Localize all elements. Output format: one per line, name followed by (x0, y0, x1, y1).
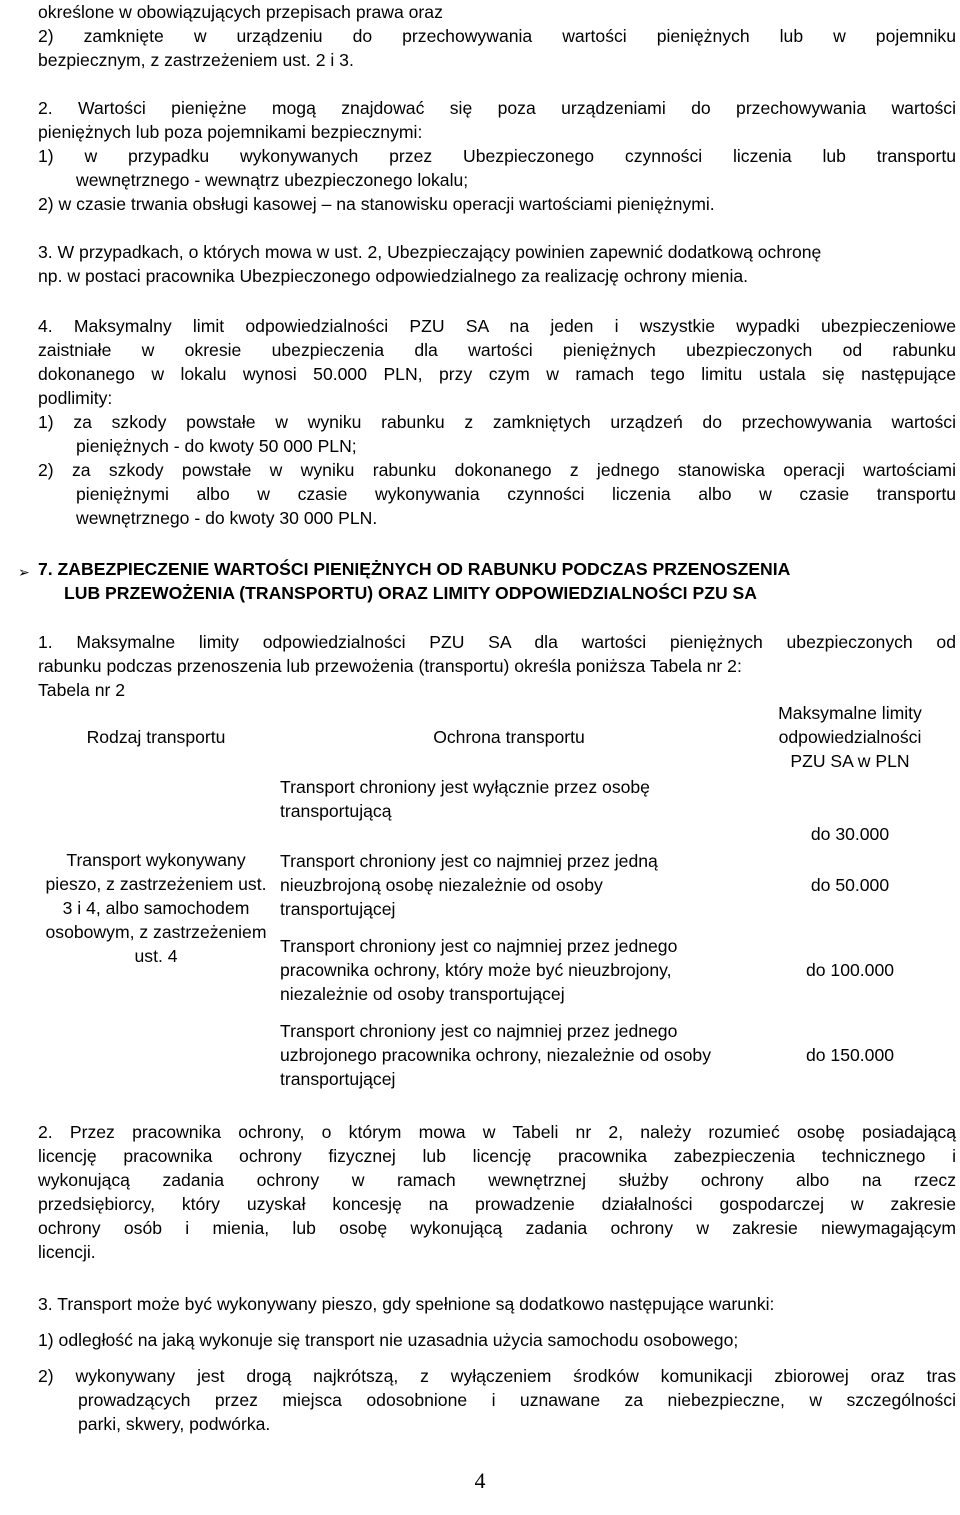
page-number: 4 (474, 1468, 486, 1493)
text-line-content: ochrony osób i mienia, lub osobę wykonującą zadania ochrony w zakresie niewymagającym (38, 1218, 956, 1238)
text-line-content: np. w postaci pracownika Ubezpieczonego odpowiedzialnego za realizację ochrony mienia. (38, 266, 749, 286)
section-7-paragraph-2 (38, 1120, 956, 1264)
text-line (38, 1388, 956, 1412)
text-line (38, 0, 956, 24)
text-line (38, 458, 956, 482)
text-line (38, 630, 956, 654)
paragraph-3 (38, 240, 956, 288)
text-line-content: określone w obowiązujących przepisach prawa oraz (38, 2, 443, 22)
limit-cell: do 50.000 (810, 875, 890, 895)
header-transport-type: Rodzaj transportu (86, 727, 226, 747)
text-line (38, 1240, 956, 1264)
text-line (38, 1216, 956, 1240)
protection-cell: Transport chroniony jest co najmniej przez jedną nieuzbrojoną osobę niezależnie od osoby transportującej (280, 851, 658, 919)
text-line (38, 120, 956, 144)
text-line-content: zaistniałe w okresie ubezpieczenia dla wartości pieniężnych ubezpieczonych od rabunku (38, 340, 956, 360)
text-line-content: 2) zamknięte w urządzeniu do przechowywania wartości pieniężnych lub w pojemniku (38, 26, 956, 46)
text-line-content: Tabela nr 2 (38, 680, 126, 700)
limit-cell: do 30.000 (810, 824, 890, 844)
text-line (38, 506, 956, 530)
text-line-content: wewnętrznego - do kwoty 30 000 PLN. (76, 508, 378, 528)
text-line-content: licencję pracownika ochrony fizycznej lub licencję pracownika zabezpieczenia technicznego i (38, 1146, 956, 1166)
table-caption (38, 678, 956, 702)
text-line (38, 1168, 956, 1192)
section-heading: LUB PRZEWOŻENIA (TRANSPORTU) ORAZ LIMITY ODPOWIEDZIALNOŚCI PZU SA (64, 583, 757, 603)
text-line-content: 2. Przez pracownika ochrony, o którym mowa w Tabeli nr 2, należy rozumieć osobę posiadającą (38, 1122, 956, 1142)
text-line-content: 1) odległość na jaką wykonuje się transport nie uzasadnia użycia samochodu osobowego; (38, 1330, 739, 1350)
section-7-paragraph-3 (38, 1292, 956, 1316)
text-line-content: 2) w czasie trwania obsługi kasowej – na stanowisku operacji wartościami pieniężnymi. (38, 194, 715, 214)
protection-cell: Transport chroniony jest co najmniej przez jednego pracownika ochrony, który może być nieuzbrojony, niezależnie od osoby transportującej (280, 936, 678, 1004)
text-line-content: 4. Maksymalny limit odpowiedzialności PZU SA na jeden i wszystkie wypadki ubezpieczeniowe (38, 316, 956, 336)
table-row (38, 774, 956, 848)
text-line-content: parki, skwery, podwórka. (78, 1414, 271, 1434)
text-line-content: przedsiębiorcy, który uzyskał koncesję na prowadzenie działalności gospodarczej w zakresie (38, 1194, 956, 1214)
condition-2 (38, 1364, 956, 1436)
text-line-content: 1. Maksymalne limity odpowiedzialności PZU SA dla wartości pieniężnych ubezpieczonych od (38, 632, 956, 652)
text-line-content: bezpiecznym, z zastrzeżeniem ust. 2 i 3. (38, 50, 354, 70)
text-line (38, 1144, 956, 1168)
header-protection: Ochrona transportu (433, 727, 585, 747)
limit-cell: do 100.000 (805, 960, 895, 980)
intro-text (38, 0, 956, 72)
text-line-content: wykonującą zadania ochrony w ramach wewnętrznej służby ochrony albo na rzecz (38, 1170, 956, 1190)
limit-cell: do 150.000 (805, 1045, 895, 1065)
text-line (38, 654, 956, 678)
section-heading: 7. ZABEZPIECZENIE WARTOŚCI PIENIĘŻNYCH OD RABUNKU PODCZAS PRZENOSZENIA (38, 559, 791, 579)
limits-table (38, 700, 956, 1092)
text-line-content: pieniężnymi albo w czasie wykonywania czynności liczenia albo w czasie transportu (76, 484, 956, 504)
text-line (38, 1328, 956, 1352)
text-line (38, 24, 956, 48)
text-line (38, 240, 956, 264)
text-line (38, 144, 956, 168)
paragraph-2 (38, 96, 956, 216)
text-line (38, 410, 956, 434)
table-row (38, 848, 956, 922)
text-line-content: 2. Wartości pieniężne mogą znajdować się poza urządzeniami do przechowywania wartości (38, 98, 956, 118)
text-line (38, 264, 956, 288)
text-line-content: podlimity: (38, 388, 113, 408)
bullet-icon: ➢ (18, 564, 30, 580)
text-line-content: pieniężnych lub poza pojemnikami bezpiecznymi: (38, 122, 423, 142)
section-7-paragraph-1 (38, 630, 956, 702)
text-line (38, 314, 956, 338)
protection-cell: Transport chroniony jest co najmniej przez jednego uzbrojonego pracownika ochrony, niezależnie od osoby transportującej (280, 1021, 711, 1089)
text-line (38, 192, 956, 216)
text-line (38, 362, 956, 386)
text-line-content: licencji. (38, 1242, 96, 1262)
text-line (38, 434, 956, 458)
text-line (38, 168, 956, 192)
text-line (38, 96, 956, 120)
text-line-content: wewnętrznego - wewnątrz ubezpieczonego lokalu; (76, 170, 469, 190)
header-limit: Maksymalne limity odpowiedzialności PZU SA w PLN (778, 703, 922, 771)
text-line (38, 1292, 956, 1316)
text-line-content: 3. Transport może być wykonywany pieszo, gdy spełnione są dodatkowo następujące warunki: (38, 1294, 775, 1314)
text-line (38, 338, 956, 362)
text-line-content: prowadzących przez miejsca odosobnione i uznawane za niebezpieczne, w szczególności (78, 1390, 956, 1410)
text-line-content: pieniężnych - do kwoty 50 000 PLN; (76, 436, 357, 456)
text-line-content: 1) w przypadku wykonywanych przez Ubezpieczonego czynności liczenia lub transportu (38, 146, 956, 166)
text-line (38, 48, 956, 72)
text-line (38, 482, 956, 506)
paragraph-4 (38, 314, 956, 530)
text-line (38, 1364, 956, 1388)
text-line (38, 1192, 956, 1216)
table-header-row (38, 700, 956, 774)
text-line (38, 386, 956, 410)
text-line (38, 1120, 956, 1144)
text-line (38, 1412, 956, 1436)
text-line-content: 1) za szkody powstałe w wyniku rabunku z zamkniętych urządzeń do przechowywania wartości (38, 412, 956, 432)
text-line-content: 2) za szkody powstałe w wyniku rabunku dokonanego z jednego stanowiska operacji wartościami (38, 460, 956, 480)
text-line-content: 3. W przypadkach, o których mowa w ust. 2, Ubezpieczający powinien zapewnić dodatkową ochronę (38, 242, 822, 262)
protection-cell: Transport chroniony jest wyłącznie przez osobę transportującą (280, 777, 650, 821)
text-line-content: 2) wykonywany jest drogą najkrótszą, z wyłączeniem środków komunikacji zbiorowej oraz tras (38, 1366, 956, 1386)
text-line-content: rabunku podczas przenoszenia lub przewożenia (transportu) określa poniższa Tabela nr 2: (38, 656, 742, 676)
text-line-content: dokonanego w lokalu wynosi 50.000 PLN, przy czym w ramach tego limitu ustala się następujące (38, 364, 956, 384)
condition-1 (38, 1328, 956, 1352)
transport-type-cell: Transport wykonywany pieszo, z zastrzeżeniem ust. 3 i 4, albo samochodem osobowym, z zastrzeżeniem ust. 4 (45, 850, 267, 966)
